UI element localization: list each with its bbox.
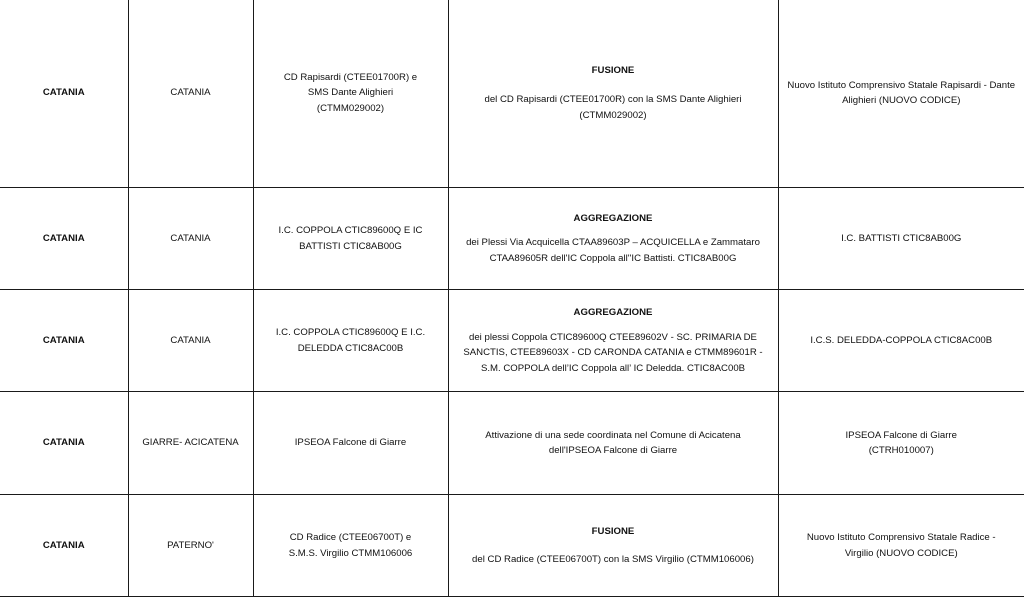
intervento-type: AGGREGAZIONE [573, 212, 653, 224]
risultato-cell: Nuovo Istituto Comprensivo Statale Radice - Virgilio (NUOVO CODICE) [778, 495, 1024, 597]
intervento-cell: Attivazione di una sede coordinata nel Comune di Acicatena dell'IPSEOA Falcone di Giarre [448, 392, 778, 495]
comune-cell: CATANIA [128, 0, 253, 188]
risultato-cell: I.C. BATTISTI CTIC8AB00G [778, 188, 1024, 290]
intervento-type: FUSIONE [591, 526, 635, 537]
intervento-description: del CD Rapisardi (CTEE01700R) con la SMS Dante Alighieri (CTMM029002) [484, 94, 742, 121]
table-row [0, 392, 1024, 495]
intervento-cell [448, 0, 778, 188]
istituti-cell: I.C. COPPOLA CTIC89600Q E IC BATTISTI CTIC8AB00G [253, 188, 448, 290]
intervento-description: dei Plessi Via Acquicella CTAA89603P – ACQUICELLA e Zammataro CTAA89605R dell'IC Coppola all''IC Battisti. CTIC8AB00G [466, 237, 760, 264]
istituti-cell: IPSEOA Falcone di Giarre [253, 392, 448, 495]
istituti-cell: CD Radice (CTEE06700T) e S.M.S. Virgilio CTMM106006 [253, 495, 448, 597]
table-row [0, 290, 1024, 392]
intervento-description: dei plessi Coppola CTIC89600Q CTEE89602V - SC. PRIMARIA DE SANCTIS, CTEE89603X - CD CARONDA CATANIA e CTMM89601R - S.M. COPPOLA dell’IC Coppola all’ IC Deledda. CTIC8AC00B [463, 331, 763, 374]
comune-cell: GIARRE- ACICATENA [128, 392, 253, 495]
province-cell: CATANIA [0, 495, 128, 597]
risultato-cell: IPSEOA Falcone di Giarre (CTRH010007) [778, 392, 1024, 495]
risultato-cell: Nuovo Istituto Comprensivo Statale Rapisardi - Dante Alighieri (NUOVO CODICE) [778, 0, 1024, 188]
istituti-cell: I.C. COPPOLA CTIC89600Q E I.C. DELEDDA CTIC8AC00B [253, 290, 448, 392]
intervento-type: FUSIONE [591, 64, 635, 76]
comune-cell: CATANIA [128, 290, 253, 392]
table-row [0, 495, 1024, 597]
risultato-cell: I.C.S. DELEDDA-COPPOLA CTIC8AC00B [778, 290, 1024, 392]
comune-cell: CATANIA [128, 188, 253, 290]
intervento-cell [448, 290, 778, 392]
province-cell: CATANIA [0, 290, 128, 392]
intervento-cell [448, 495, 778, 597]
province-cell: CATANIA [0, 0, 128, 188]
province-cell: CATANIA [0, 392, 128, 495]
comune-cell: PATERNO' [128, 495, 253, 597]
table-row [0, 0, 1024, 188]
intervento-cell [448, 188, 778, 290]
istituti-cell: CD Rapisardi (CTEE01700R) e SMS Dante Alighieri (CTMM029002) [253, 0, 448, 188]
intervento-type: AGGREGAZIONE [573, 307, 653, 318]
table-row [0, 188, 1024, 290]
intervento-description: del CD Radice (CTEE06700T) con la SMS Virgilio (CTMM106006) [472, 553, 754, 565]
province-cell: CATANIA [0, 188, 128, 290]
